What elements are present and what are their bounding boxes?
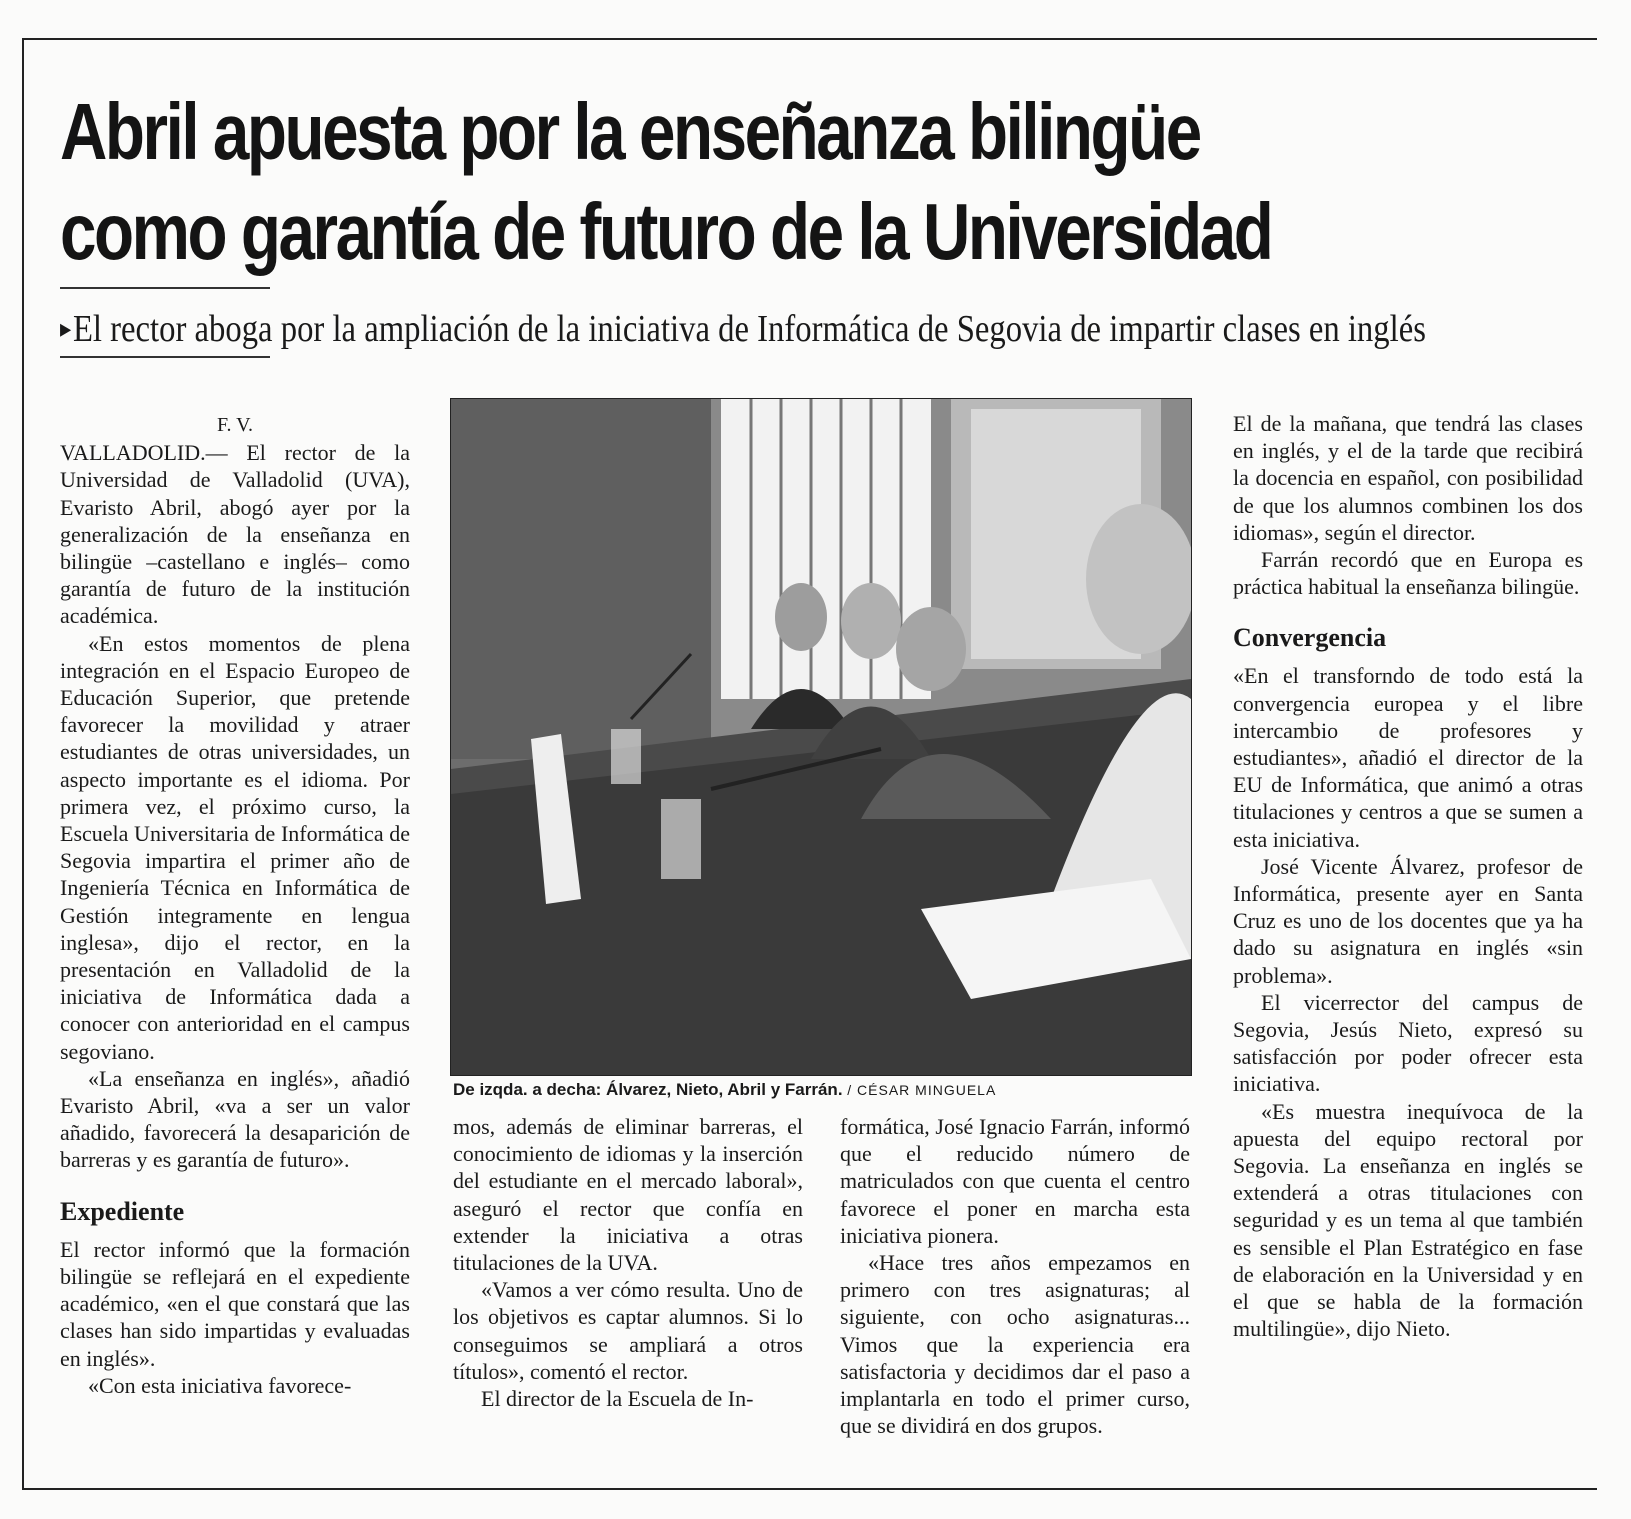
top-rule (22, 38, 1597, 40)
deck-text: El rector aboga por la ampliación de la iniciativa de Informática de Segovia de impartir clases en inglés (72, 308, 1426, 350)
paragraph: «Hace tres años empezamos en primero con tres asignaturas; al siguiente, con ocho asignaturas... Vimos que la experiencia era satisfactoria y decidimos dar el paso a implantarla en todo el primer curso, que se dividirá en dos grupos. (840, 1250, 1190, 1439)
article-column-1 (60, 412, 410, 1399)
paragraph: «Con esta iniciativa favorece- (88, 1372, 352, 1398)
paragraph: El rector informó que la formación bilingüe se reflejará en el expediente académico, «en el que constará que las clases han sido impartidas y evaluadas en inglés». (60, 1236, 410, 1371)
paragraph: mos, además de eliminar barreras, el conocimiento de idiomas y la inserción del estudiante en el mercado laboral», aseguró el rector que confía en extender la iniciativa a otras titulaciones de la UVA. (453, 1114, 803, 1276)
subhead-expediente: Expediente (60, 1196, 185, 1226)
paragraph: «Es muestra inequívoca de la apuesta del equipo rectoral por Segovia. La enseñanza en inglés se extenderá a otras titulaciones con seguridad y es un tema al que también es sensible el Plan Estratégico en fase de elaboración en la Universidad y en el que se habla de la formación multilingüe», dijo Nieto. (1233, 1098, 1583, 1342)
paragraph: «Vamos a ver cómo resulta. Uno de los objetivos es captar alumnos. Si lo conseguimos se ampliará a otros títulos», comentó el rector. (453, 1277, 803, 1384)
subhead-convergencia: Convergencia (1233, 623, 1387, 653)
deck-rule-top (60, 287, 270, 289)
article-column-3 (840, 1113, 1190, 1439)
byline: F. V. (216, 414, 254, 436)
paragraph: El de la mañana, que tendrá las clases en inglés, y el de la tarde que recibirá la docencia en español, con posibilidad de que los alumnos combinen los dos idiomas», según el director. (1233, 411, 1583, 545)
headline-line-2: como garantía de futuro de la Universidad (60, 187, 1272, 276)
caption-names: De izqda. a decha: Álvarez, Nieto, Abril y Farrán. (453, 1080, 843, 1099)
paragraph: El director de la Escuela de In- (481, 1386, 754, 1412)
photo-image (451, 399, 1191, 1075)
caption-credit: / CÉSAR MINGUELA (847, 1082, 997, 1098)
deck-rule-bottom (60, 356, 270, 358)
bottom-rule (22, 1488, 1597, 1490)
paragraph: «En estos momentos de plena integración en el Espacio Europeo de Educación Superior, que pretende favorecer la movilidad y atraer estudiantes de otras universidades, un aspecto importante es el idioma. Por primera vez, el próximo curso, la Escuela Universitaria de Informática de Segovia impartira el primer año de Ingeniería Técnica en Informática de Gestión integramente en lengua inglesa», dijo el rector, en la presentación en Valladolid de la iniciativa de Informática dada a conocer con anterioridad en el campus segoviano. (60, 630, 410, 1064)
paragraph: «La enseñanza en inglés», añadió Evaristo Abril, «va a ser un valor añadido, favorecerá la desaparición de barreras y es garantía de futuro». (60, 1065, 410, 1173)
photo-panel-members (450, 398, 1192, 1076)
photo-caption (453, 1078, 996, 1102)
left-rule (22, 38, 24, 1490)
headline (60, 82, 1306, 282)
article-column-2 (453, 1113, 803, 1412)
headline-line-1: Abril apuesta por la enseñanza bilingüe (60, 87, 1200, 176)
article-column-4 (1233, 410, 1583, 1343)
paragraph: El vicerrector del campus de Segovia, Jesús Nieto, expresó su satisfacción por poder ofrecer esta iniciativa. (1233, 989, 1583, 1097)
paragraph: Farrán recordó que en Europa es práctica habitual la enseñanza bilingüe. (1233, 547, 1583, 600)
paragraph: José Vicente Álvarez, profesor de Informática, presente ayer en Santa Cruz es uno de los docentes que ya ha dado su asignatura en inglés «sin problema». (1233, 853, 1583, 988)
paragraph: formática, José Ignacio Farrán, informó que el reducido número de matriculados con que cuenta el centro favorece el poner en marcha esta iniciativa pionera. (840, 1114, 1190, 1248)
paragraph: «En el transforndo de todo está la convergencia europea y el libre intercambio de profesores y estudiantes», añadió el director de la EU de Informática, que animó a otras titulaciones y centros a que se sumen a esta iniciativa. (1233, 663, 1583, 852)
deck (60, 305, 1426, 353)
paragraph: VALLADOLID.— El rector de la Universidad de Valladolid (UVA), Evaristo Abril, abogó ayer por la generalización de la enseñanza en bilingüe –castellano e inglés– como garantía de futuro de la institución académica. (60, 440, 410, 629)
deck-arrow-icon: ▸ (60, 314, 72, 343)
